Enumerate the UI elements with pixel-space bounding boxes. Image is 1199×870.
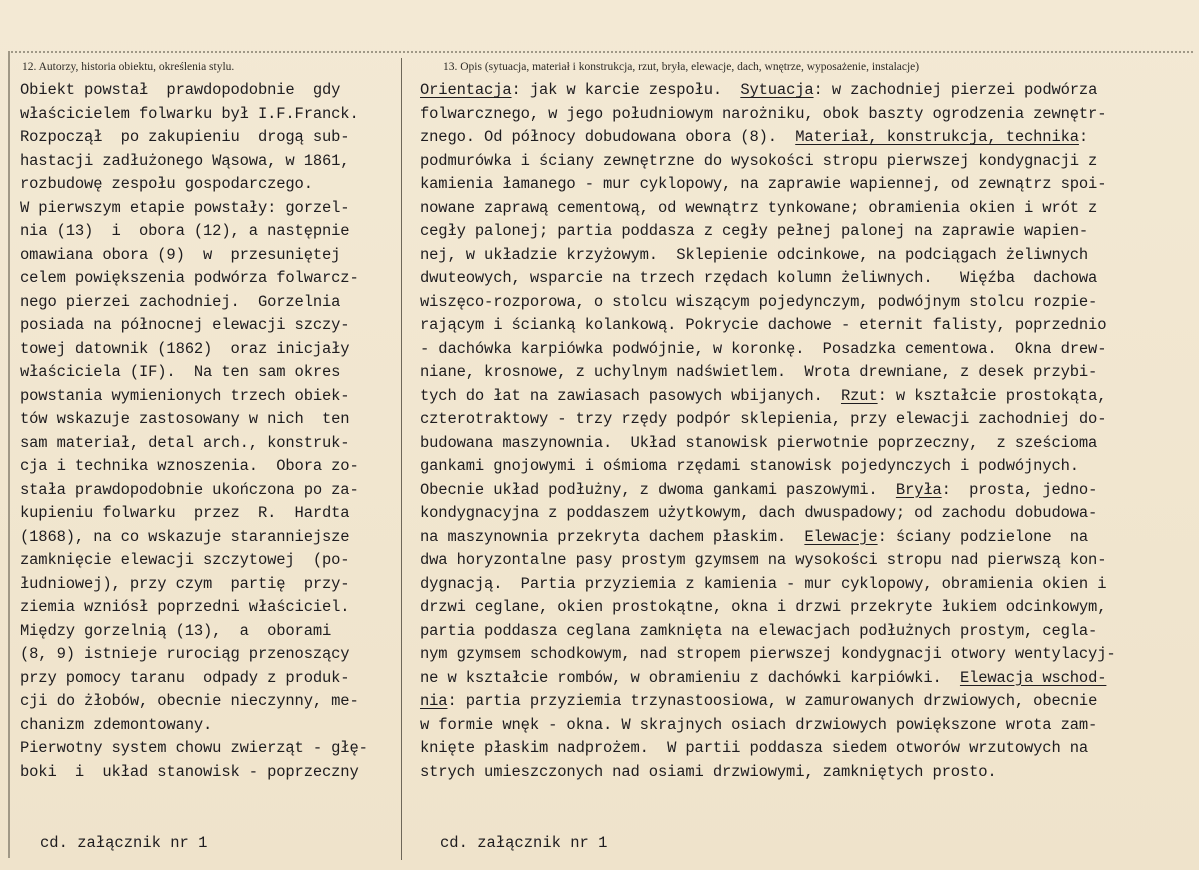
section-12-line: kupieniu folwarku przez R. Hardta	[20, 504, 350, 522]
section-13-line	[420, 573, 1116, 597]
underlined-heading: nia	[420, 692, 448, 710]
section-12-line: (1868), na co wskazuje staranniejsze	[20, 527, 350, 546]
section-12-line: Pierwotny system chowu zwierząt - głę-	[20, 739, 368, 757]
section-12-line: posiada na północnej elewacji szczy-	[20, 316, 350, 334]
section-12-line: omawiana obora (9) w przesuniętej	[20, 245, 341, 264]
text-segment: na maszynownia przekryta dachem płaskim.	[420, 527, 805, 546]
text-segment: folwarcznego, w jego południowym narożniku, obok baszty ogrodzenia zewnętr-	[420, 104, 1107, 123]
section-13-footer: cd. załącznik nr 1	[440, 834, 608, 852]
left-frame-line	[8, 51, 10, 858]
text-segment: nym gzymsem schodkowym, nad stropem pierwszej kondygnacji otwory wentylacyj-	[420, 645, 1116, 663]
underlined-heading: Bryła	[895, 480, 942, 499]
section-12-line: tów wskazuje zastosowany w nich ten	[20, 410, 350, 428]
text-segment: : partia przyziemia trzynastoosiowa, w zamurowanych drzwiowych, obecnie	[447, 692, 1098, 710]
section-12-line: cja i technika wznoszenia. Obora zo-	[20, 457, 359, 475]
section-12-line: powstania wymienionych trzech obiek-	[20, 386, 350, 405]
text-segment: : w zachodniej pierzei podwórza	[813, 81, 1098, 99]
section-12-line: sam materiał, detal arch., konstruk-	[20, 433, 350, 452]
underlined-heading: Rzut	[840, 386, 878, 405]
section-12-line: zamknięcie elewacji szczytowej (po-	[20, 551, 350, 569]
section-12-line: Rozpoczął po zakupieniu drogą sub-	[20, 128, 350, 146]
text-segment: strych umieszczonych nad osiami drzwiowymi, zamkniętych prosto.	[420, 762, 997, 781]
section-12-line: celem powiększenia podwórza folwarcz-	[20, 269, 359, 287]
section-13-line	[420, 150, 1116, 174]
section-13-line	[420, 432, 1116, 456]
text-segment: : w kształcie prostokąta,	[877, 386, 1107, 405]
text-segment: kondygnacyjna z poddaszem użytkowym, dach dwuspadowy; od zachodu dobudowa-	[420, 504, 1098, 522]
section-12-line: W pierwszym etapie powstały: gorzel-	[20, 198, 350, 217]
section-13-line	[420, 79, 1116, 103]
section-12-line: nia (13) i obora (12), a następnie	[20, 222, 350, 240]
section-13-line	[420, 267, 1116, 291]
section-13-text	[420, 79, 1116, 784]
section-13-line	[420, 338, 1116, 362]
section-13-line	[420, 667, 1116, 691]
section-12-text	[20, 79, 368, 784]
text-segment: nowane zaprawą cementową, od wewnątrz tynkowane; obramienia okien i wrót z	[420, 198, 1098, 217]
text-segment: tych do łat na zawiasach pasowych wbijanych.	[420, 386, 841, 405]
text-segment: niane, krosnowe, z uchylnym nadświetlem. Wrota drewniane, z desek przybi-	[420, 363, 1098, 381]
text-segment: budowana maszynownia. Układ stanowisk pierwotnie poprzeczny, z sześcioma	[420, 433, 1098, 452]
section-13-line	[420, 408, 1116, 432]
text-segment: gankami gnojowymi i ośmioma rzędami stanowisk pojedynczych i podwójnych.	[420, 457, 1079, 475]
underlined-heading: Materiał, konstrukcja, technika	[795, 128, 1079, 146]
top-frame-line	[8, 51, 1193, 53]
text-segment: kamienia łamanego - mur cyklopowy, na zaprawie wapiennej, od zewnątrz spoi-	[420, 175, 1107, 193]
section-13-line	[420, 220, 1116, 244]
section-13-line	[420, 549, 1116, 573]
section-13-line	[420, 103, 1116, 127]
section-12-line: chanizm zdemontowany.	[20, 715, 213, 734]
section-12-line: przy pomocy taranu odpady z produk-	[20, 668, 350, 687]
section-12-header: 12. Autorzy, historia obiektu, określenia stylu.	[22, 61, 235, 73]
section-12-line: stała prawdopodobnie ukończona po za-	[20, 480, 359, 499]
section-13-line	[420, 455, 1116, 479]
text-segment: czterotraktowy - trzy rzędy podpór sklepienia, przy elewacji zachodniej do-	[420, 410, 1107, 428]
text-segment: knięte płaskim nadprożem. W partii poddasza siedem otworów wrzutowych na	[420, 739, 1089, 757]
section-13-line	[420, 690, 1116, 714]
section-12-line: (8, 9) istnieje rurociąg przenoszący	[20, 645, 350, 663]
section-12-line: właściciela (IF). Na ten sam okres	[20, 363, 341, 381]
text-segment: : ściany podzielone na	[877, 527, 1089, 546]
section-12-line: łudniowej), przy czym partię przy-	[20, 574, 350, 593]
section-13-line	[420, 714, 1116, 738]
text-segment: dwa horyzontalne pasy prostym gzymsem na wysokości stropu nad pierwszą kon-	[420, 551, 1107, 569]
section-13-line	[420, 502, 1116, 526]
text-segment: nej, w układzie krzyżowym. Sklepienie odcinkowe, na podciągach żeliwnych	[420, 245, 1089, 264]
underlined-heading: Orientacja	[420, 81, 512, 99]
column-divider	[401, 58, 402, 860]
section-13-line	[420, 244, 1116, 268]
section-12-footer: cd. załącznik nr 1	[40, 834, 208, 852]
text-segment: dygnacją. Partia przyziemia z kamienia - mur cyklopowy, obramienia okien i	[420, 574, 1107, 593]
text-segment: Obecnie układ podłużny, z dwoma gankami paszowymi.	[420, 480, 896, 499]
section-12-line: boki i układ stanowisk - poprzeczny	[20, 762, 359, 781]
section-13-line	[420, 737, 1116, 761]
text-segment: partia poddasza ceglana zamknięta na elewacjach podłużnych prostym, cegla-	[420, 621, 1098, 640]
text-segment: drzwi ceglane, okien prostokątne, okna i drzwi przekryte łukiem odcinkowym,	[420, 598, 1107, 616]
section-12-line: właścicielem folwarku był I.F.Franck.	[20, 104, 359, 123]
section-12-line: hastacji zadłużonego Wąsowa, w 1861,	[20, 151, 350, 170]
text-segment: - dachówka karpiówka podwójnie, w koronkę. Posadzka cementowa. Okna drew-	[420, 339, 1107, 358]
section-13-line	[420, 126, 1116, 150]
text-segment: : prosta, jedno-	[941, 480, 1098, 499]
section-13-line	[420, 173, 1116, 197]
underlined-heading: Elewacje	[804, 527, 878, 546]
section-13-line	[420, 479, 1116, 503]
section-13-line	[420, 361, 1116, 385]
text-segment: podmurówka i ściany zewnętrzne do wysokości stropu pierwszej kondygnacji z	[420, 151, 1098, 170]
section-13-line	[420, 291, 1116, 315]
text-segment: : jak w karcie zespołu.	[511, 81, 741, 99]
underlined-heading: Elewacja wschod-	[959, 668, 1107, 687]
section-13-line	[420, 620, 1116, 644]
underlined-heading: Sytuacja	[740, 81, 814, 99]
text-segment: cegły palonej; partia poddasza z cegły pełnej palonej na zaprawie wapien-	[420, 222, 1089, 240]
text-segment: wiszęco-rozporowa, o stolcu wiszącym pojedynczym, podwójnym stolcu rozpie-	[420, 292, 1098, 311]
section-12-line: rozbudowę zespołu gospodarczego.	[20, 175, 313, 193]
text-segment: w formie wnęk - okna. W skrajnych osiach drzwiowych powiększone wrota zam-	[420, 715, 1098, 734]
section-12-line: ziemia wzniósł poprzedni właściciel.	[20, 598, 350, 616]
text-segment: dwuteowych, wsparcie na trzech rzędach kolumn żeliwnych. Więźba dachowa	[420, 269, 1098, 287]
text-segment: :	[1078, 128, 1089, 146]
section-12-line: nego pierzei zachodniej. Gorzelnia	[20, 292, 341, 311]
text-segment: ne w kształcie rombów, w obramieniu z dachówki karpiówki.	[420, 668, 960, 687]
section-13-line	[420, 761, 1116, 785]
text-segment: znego. Od północy dobudowana obora (8).	[420, 128, 796, 146]
section-13-header: 13. Opis (sytuacja, materiał i konstrukcja, rzut, bryła, elewacje, dach, wnętrze, wyposażenie, instalacje)	[443, 61, 920, 73]
section-13-line	[420, 385, 1116, 409]
section-12-line: Obiekt powstał prawdopodobnie gdy	[20, 81, 341, 99]
section-13-line	[420, 526, 1116, 550]
section-13-line	[420, 314, 1116, 338]
section-12-line: towej datownik (1862) oraz inicjały	[20, 339, 350, 358]
section-12-line: Między gorzelnią (13), a oborami	[20, 621, 332, 640]
section-13-line	[420, 596, 1116, 620]
section-13-line	[420, 643, 1116, 667]
section-12-line: cji do żłobów, obecnie nieczynny, me-	[20, 692, 359, 710]
section-13-line	[420, 197, 1116, 221]
text-segment: rającym i ścianką kolankową. Pokrycie dachowe - eternit falisty, poprzednio	[420, 316, 1107, 334]
